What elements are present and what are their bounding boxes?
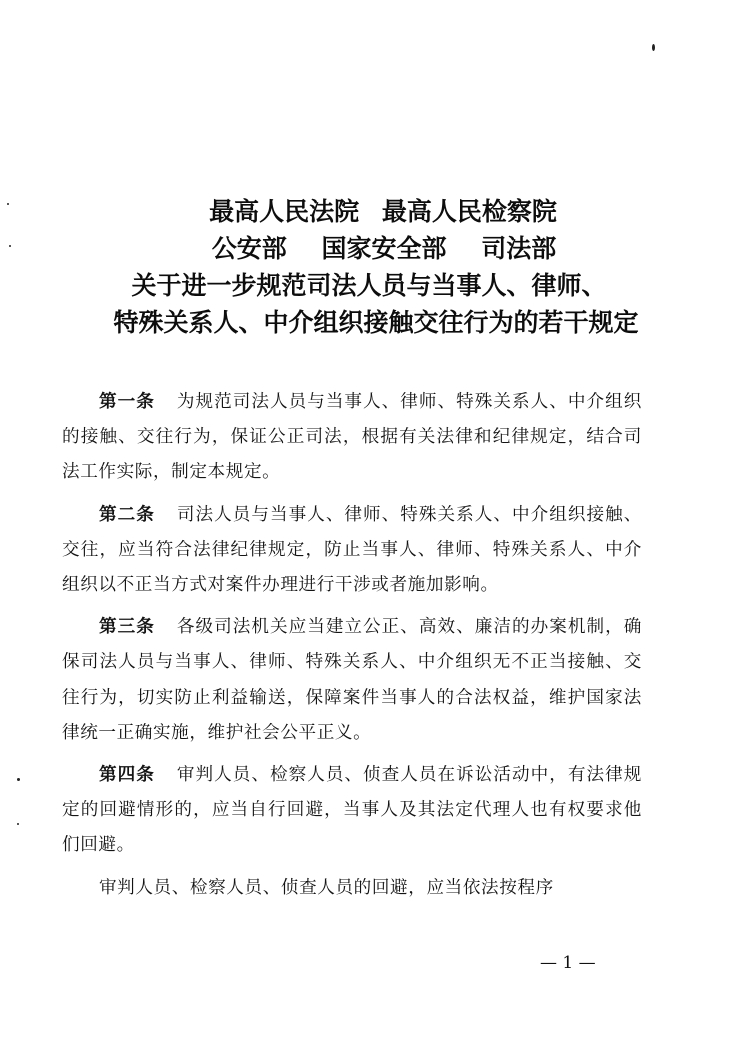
scan-speck (652, 44, 655, 51)
title-line-courts: 最高人民法院 最高人民检察院 (209, 197, 557, 226)
title-line-ministries: 公安部 国家安全部 司法部 (211, 234, 557, 263)
article-2 (62, 498, 642, 604)
continuation-paragraph: 审判人员、检察人员、侦查人员的回避，应当依法按程序 (98, 877, 554, 898)
article-text: 司法人员与当事人、律师、特殊关系人、中介组织接触、交往，应当符合法律纪律规定，防止当事人、律师、特殊关系人、中介组织以不正当方式对案件办理进行干涉或者施加影响。 (62, 504, 642, 596)
article-label: 第三条 (98, 617, 155, 638)
article-text: 审判人员、检察人员、侦查人员在诉讼活动中，有法律规定的回避情形的，应当自行回避，当事人及其法定代理人也有权要求他们回避。 (62, 765, 642, 856)
title-line-subject-1: 关于进一步规范司法人员与当事人、律师、 (131, 271, 607, 300)
page-number: — 1 — (540, 953, 596, 973)
document-title (0, 193, 738, 341)
article-text: 各级司法机关应当建立公正、高效、廉洁的办案机制，确保司法人员与当事人、律师、特殊关系人、中介组织无不正当接触、交往行为，切实防止利益输送，保障案件当事人的合法权益，维护国家法律统一正确实施，维护社会公平正义。 (62, 617, 642, 743)
article-label: 第四条 (98, 765, 155, 786)
article-text: 为规范司法人员与当事人、律师、特殊关系人、中介组织的接触、交往行为，保证公正司法，根据有关法律和纪律规定，结合司法工作实际，制定本规定。 (62, 392, 642, 483)
article-label: 第二条 (98, 504, 155, 525)
document-body (62, 385, 642, 906)
article-label: 第一条 (98, 392, 155, 412)
scan-speck (17, 778, 20, 781)
title-line-subject-2: 特殊关系人、中介组织接触交往行为的若干规定 (113, 308, 639, 337)
article-4 (62, 758, 642, 864)
article-1 (62, 385, 642, 491)
article-3 (62, 610, 642, 751)
scan-speck (17, 823, 19, 825)
